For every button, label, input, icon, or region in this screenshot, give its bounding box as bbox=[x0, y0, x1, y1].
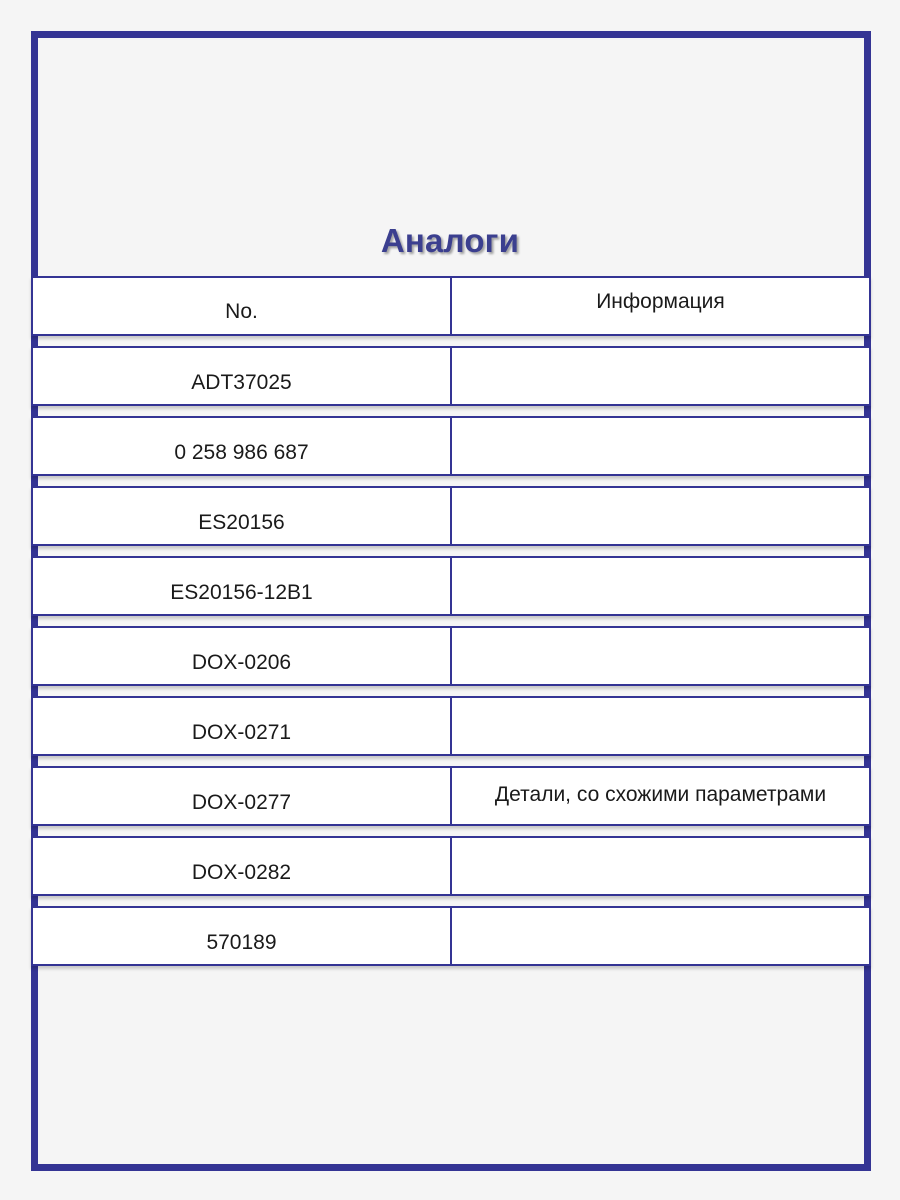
row-part-number: DOX-0271 bbox=[191, 721, 292, 744]
column-header-no: No. bbox=[225, 300, 258, 323]
table-row bbox=[31, 626, 871, 686]
row-info bbox=[450, 348, 869, 404]
row-info bbox=[450, 838, 869, 894]
table-row bbox=[31, 836, 871, 896]
row-part-number: DOX-0277 bbox=[191, 791, 292, 814]
row-part-number: ES20156-12B1 bbox=[170, 581, 313, 604]
table-row bbox=[31, 766, 871, 826]
row-part-number: DOX-0206 bbox=[191, 651, 292, 674]
row-part-number: ES20156 bbox=[198, 511, 285, 534]
row-info bbox=[450, 628, 869, 684]
row-part-number: ADT37025 bbox=[191, 371, 292, 394]
row-part-number: DOX-0282 bbox=[191, 861, 292, 884]
page-title: Аналоги bbox=[380, 222, 520, 259]
row-part-number: 0 258 986 687 bbox=[174, 441, 309, 464]
table-header bbox=[31, 276, 871, 336]
table-row bbox=[31, 696, 871, 756]
row-info: Детали, со схожими параметрами bbox=[450, 768, 869, 824]
table-row bbox=[31, 556, 871, 616]
row-info bbox=[450, 418, 869, 474]
row-part-number: 570189 bbox=[206, 931, 277, 954]
table-row bbox=[31, 906, 871, 966]
table-row bbox=[31, 416, 871, 476]
column-header-info: Информация bbox=[450, 278, 869, 334]
row-info bbox=[450, 558, 869, 614]
row-info bbox=[450, 908, 869, 964]
table-row bbox=[31, 346, 871, 406]
row-info bbox=[450, 488, 869, 544]
row-info bbox=[450, 698, 869, 754]
table-row bbox=[31, 486, 871, 546]
